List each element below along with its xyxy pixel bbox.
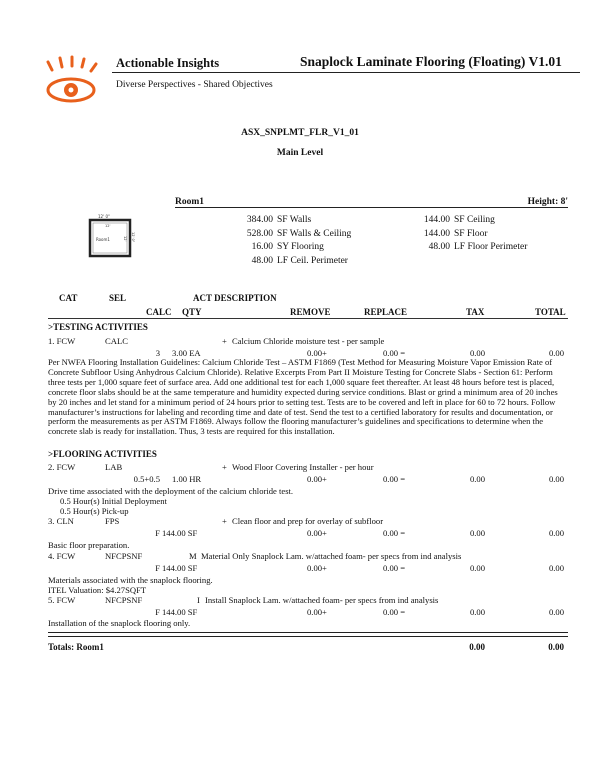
line-item-note: 0.5 Hour(s) Initial Deployment — [60, 496, 167, 506]
col-calc: CALC — [146, 307, 172, 317]
company-logo-icon — [38, 56, 102, 108]
line-item-note: 0.5 Hour(s) Pick-up — [60, 506, 129, 516]
line-item-qty: 144.00 SF — [162, 563, 198, 573]
room-name: Room1 — [175, 197, 205, 207]
col-remove: REMOVE — [290, 307, 331, 317]
col-total: TOTAL — [535, 307, 566, 317]
line-item-tax: 0.00 — [469, 607, 485, 617]
section-title-flooring: >FLOORING ACTIVITIES — [48, 449, 157, 459]
section-title-testing: >TESTING ACTIVITIES — [48, 322, 148, 332]
line-item-tax: 0.00 — [469, 563, 485, 573]
document-title: Snaplock Laminate Flooring (Floating) V1.01 — [300, 54, 562, 69]
plan-inner-side-dim: 12' — [123, 236, 127, 242]
line-item-calc: F — [155, 563, 160, 573]
line-item-description: Clean floor and prep for overlay of subfloor — [232, 516, 384, 526]
line-item-replace: 0.00 = — [383, 528, 406, 538]
line-item-remove: 0.00+ — [307, 474, 327, 484]
line-item-act: M — [189, 551, 197, 561]
estimate-code: ASX_SNPLMT_FLR_V1_01 — [241, 128, 359, 138]
line-item-sel: NFCPSNF — [105, 551, 143, 561]
measurement-left-1: 528.00 SF Walls & Ceiling — [246, 229, 352, 239]
totals-divider — [48, 632, 568, 637]
line-item-replace: 0.00 = — [383, 348, 406, 358]
header-divider — [48, 318, 568, 319]
line-item-remove: 0.00+ — [307, 348, 327, 358]
line-item-note: Installation of the snaplock flooring only. — [48, 618, 191, 628]
col-qty: QTY — [182, 307, 202, 317]
line-item-tax: 0.00 — [469, 474, 485, 484]
col-act-desc: ACT DESCRIPTION — [193, 293, 277, 303]
line-item-sel: NFCPSNF — [105, 595, 143, 605]
line-item-qty: 1.00 HR — [172, 474, 202, 484]
line-item-number: 3. CLN — [48, 516, 74, 526]
line-item-qty: 144.00 SF — [162, 528, 198, 538]
line-item-replace: 0.00 = — [383, 563, 406, 573]
line-item-number: 4. FCW — [48, 551, 76, 561]
line-item-total: 0.00 — [548, 607, 564, 617]
line-item-number: 2. FCW — [48, 462, 76, 472]
line-item-calc: 3 — [155, 348, 160, 358]
line-item-total: 0.00 — [548, 563, 564, 573]
line-item-note: Materials associated with the snaplock flooring. — [48, 575, 213, 585]
line-item-remove: 0.00+ — [307, 563, 327, 573]
line-item-total: 0.00 — [548, 474, 564, 484]
line-item-remove: 0.00+ — [307, 528, 327, 538]
plan-room-label: Room1 — [96, 237, 110, 242]
line-item-description: Install Snaplock Lam. w/attached foam- per specs from ind analysis — [205, 595, 439, 605]
line-item-tax: 0.00 — [469, 528, 485, 538]
col-replace: REPLACE — [364, 307, 408, 317]
level-name: Main Level — [276, 148, 324, 158]
line-item-replace: 0.00 = — [383, 607, 406, 617]
line-item-sel: FPS — [105, 516, 120, 526]
line-item-sel: LAB — [105, 462, 123, 472]
line-item-note: Drive time associated with the deployment of the calcium chloride test. — [48, 486, 294, 496]
line-item-remove: 0.00+ — [307, 607, 327, 617]
line-item-total: 0.00 — [548, 528, 564, 538]
line-item-qty: 3.00 EA — [172, 348, 201, 358]
line-item-calc: F — [155, 607, 160, 617]
line-item-act: + — [222, 336, 227, 346]
measurement-left-2: 16.00 SY Flooring — [251, 242, 324, 252]
room-header — [175, 197, 568, 210]
company-name: Actionable Insights — [116, 56, 220, 70]
line-item-act: I — [197, 595, 200, 605]
col-tax: TAX — [466, 307, 485, 317]
line-item-note: ITEL Valuation: $4.27SQFT — [48, 585, 147, 595]
line-item-description: Wood Floor Covering Installer - per hour — [232, 462, 374, 472]
line-item-replace: 0.00 = — [383, 474, 406, 484]
line-item-act: + — [222, 462, 227, 472]
room-height: Height: 8' — [527, 197, 568, 207]
line-item-note: Per NWFA Flooring Installation Guidelines: Calcium Chloride Test – ASTM F1869 (Test Method for Measuring Moisture Vapor Emission Rate of Concrete Subfloor Using Anhydrous Calcium Chloride). Relative Excerpts From Part II Moisture Testing for Concrete Slabs - Section 61: Perform three tests per 1,000 square feet of surface area. Add one additional test for each 1,000 square feet thereafter. At least 48 hours before test is placed, concrete floor slabs should be at the same temperature and humidity expected during service conditions. Blast or grind a minimum area of 20 inches by 20 inches and let stand for a minimum period of 24 hours prior to setting test. Tests are to be covered and left in place for 60 to 72 hours. Follow manufacturer’s instructions for labeling and recording time and date of test. Send the test to a certified laboratory for results and documentation, or perform the measurements as per ASTM F1869. Always follow the flooring manufacturer’s guidelines and specifications to determine when the concrete slab is ready for installation. Thus, 3 tests are required for this installation. — [48, 357, 558, 437]
line-item-qty: 144.00 SF — [162, 607, 198, 617]
header-rule — [112, 72, 580, 73]
totals-tax: 0.00 — [469, 642, 485, 652]
plan-side-dim: 12' 0" — [131, 232, 135, 243]
col-sel: SEL — [109, 293, 127, 303]
line-item-tax: 0.00 — [469, 348, 485, 358]
room-rule — [175, 207, 568, 208]
line-item-sel: CALC — [105, 336, 128, 346]
line-item-description: Material Only Snaplock Lam. w/attached foam- per specs from ind analysis — [201, 551, 462, 561]
line-item-number: 1. FCW — [48, 336, 76, 346]
line-item-note: Basic floor preparation. — [48, 540, 130, 550]
line-item-calc: F — [155, 528, 160, 538]
measurement-left-3: 48.00 LF Ceil. Perimeter — [251, 256, 348, 266]
company-tagline: Diverse Perspectives - Shared Objectives — [116, 80, 273, 90]
totals-total: 0.00 — [548, 642, 564, 652]
measurement-right-0: 144.00 SF Ceiling — [423, 215, 495, 225]
measurement-right-1: 144.00 SF Floor — [423, 229, 488, 239]
line-item-calc: 0.5+0.5 — [133, 474, 160, 484]
col-cat: CAT — [59, 293, 78, 303]
totals-label: Totals: Room1 — [48, 642, 104, 652]
plan-inner-top-dim: 12' — [105, 224, 111, 228]
plan-top-dim: 12' 0" — [98, 214, 110, 219]
line-item-total: 0.00 — [548, 348, 564, 358]
measurement-right-2: 48.00 LF Floor Perimeter — [428, 242, 528, 252]
line-item-description: Calcium Chloride moisture test - per sample — [232, 336, 385, 346]
line-item-number: 5. FCW — [48, 595, 76, 605]
measurement-left-0: 384.00 SF Walls — [246, 215, 312, 225]
line-item-act: + — [222, 516, 227, 526]
room-floor-plan — [86, 214, 134, 262]
